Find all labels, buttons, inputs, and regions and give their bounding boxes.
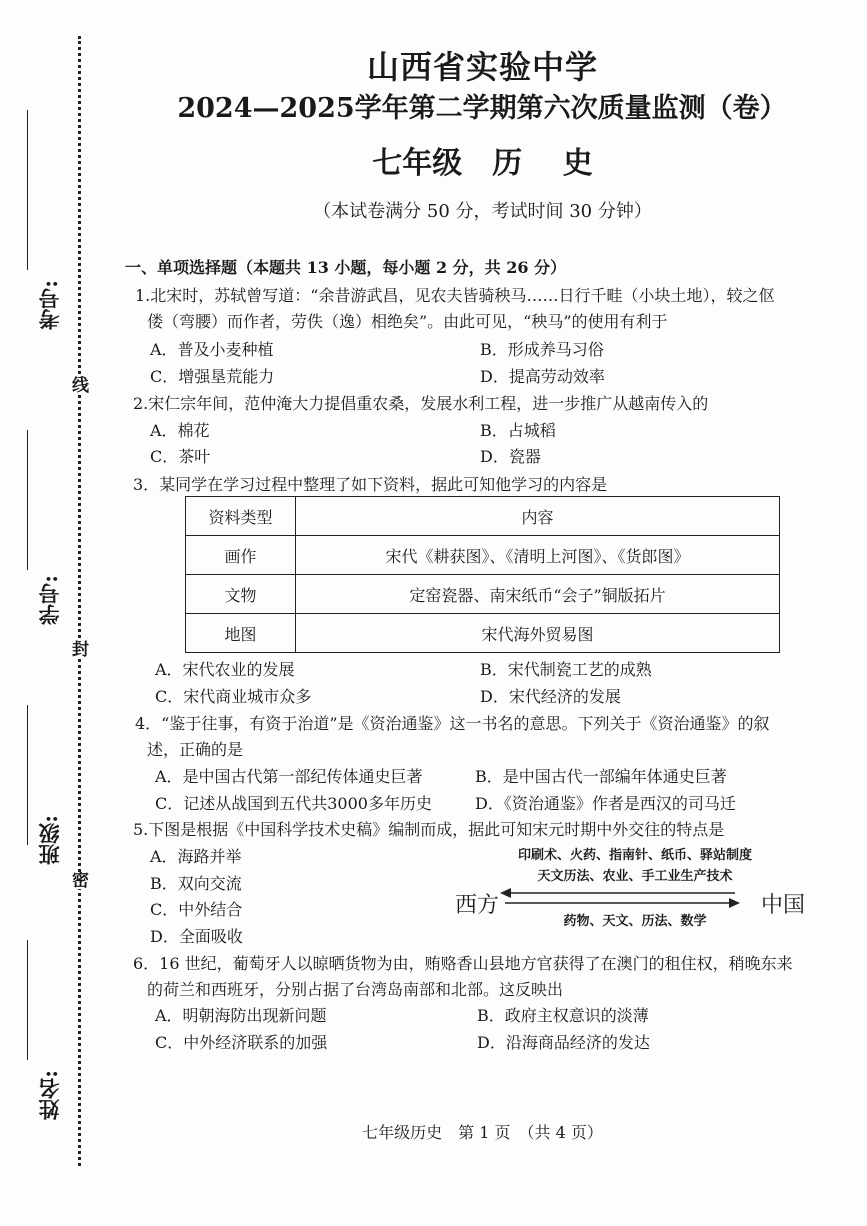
q2-option-c[interactable]: C．茶叶 — [150, 447, 211, 466]
exam-number-label: 考号: — [37, 280, 62, 330]
q3-option-d[interactable]: D．宋代经济的发展 — [480, 687, 621, 706]
page-footer: 七年级历史 第 1 页 （共 4 页） — [362, 1123, 603, 1142]
subject-title: 七年级 历 史 — [372, 146, 593, 181]
diagram-china-label: 中国 — [760, 893, 805, 918]
student-id-line — [27, 430, 28, 570]
diagram-to-west-line2: 天文历法、农业、手工业生产技术 — [537, 869, 733, 884]
q6-stem-line2: 的荷兰和西班牙，分别占据了台湾岛南部和北部。这反映出 — [147, 980, 564, 999]
q6-option-b[interactable]: B．政府主权意识的淡薄 — [477, 1006, 649, 1025]
name-label: 姓名: — [37, 1070, 62, 1120]
q1-option-c[interactable]: C．增强垦荒能力 — [150, 367, 275, 386]
name-field[interactable] — [30, 920, 70, 1120]
exam-number-line — [27, 110, 28, 270]
exchange-diagram — [455, 840, 805, 940]
q2-option-b[interactable]: B．占城稻 — [480, 421, 556, 440]
q1-stem-line1: 1.北宋时，苏轼曾写道：“余昔游武昌，见农夫皆骑秧马……日行千畦（小块土地），较之伛 — [135, 286, 775, 305]
name-line — [27, 940, 28, 1060]
q3-option-c[interactable]: C．宋代商业城市众多 — [155, 687, 312, 706]
q4-option-d[interactable]: D．《资治通鉴》作者是西汉的司马迁 — [475, 794, 736, 813]
q5-option-c[interactable]: C．中外结合 — [150, 900, 243, 919]
table-cell-type: 地图 — [186, 614, 296, 653]
q6-option-d[interactable]: D．沿海商品经济的发达 — [477, 1033, 650, 1052]
diagram-to-china-line: 药物、天文、历法、数学 — [563, 914, 707, 929]
table-row — [186, 536, 780, 575]
table-cell-type: 画作 — [186, 536, 296, 575]
q6-option-a[interactable]: A．明朝海防出现新问题 — [155, 1006, 327, 1025]
binding-margin — [0, 0, 100, 1226]
arrowhead-west — [500, 888, 511, 898]
seal-word-feng: 封 — [72, 640, 89, 660]
q1-option-a[interactable]: A．普及小麦种植 — [150, 340, 274, 359]
q3-option-a[interactable]: A．宋代农业的发展 — [155, 660, 295, 679]
q4-option-b[interactable]: B．是中国古代一部编年体通史巨著 — [475, 767, 727, 786]
class-line — [27, 705, 28, 845]
table-header-content: 内容 — [296, 497, 780, 536]
table-cell-content: 宋代《耕获图》、《清明上河图》、《货郎图》 — [296, 536, 780, 575]
q5-option-a[interactable]: A．海路并举 — [150, 847, 242, 866]
seal-dotted-line — [78, 36, 81, 1166]
q4-stem-line2: 述，正确的是 — [147, 740, 244, 759]
diagram-to-west-line1: 印刷术、火药、指南针、纸币、驿站制度 — [517, 848, 752, 863]
exam-number-field[interactable] — [30, 130, 70, 330]
class-field[interactable] — [30, 665, 70, 865]
student-id-label: 学号: — [37, 575, 62, 625]
q6-stem-line1: 6．16 世纪，葡萄牙人以晾晒货物为由，贿赂香山县地方官获得了在澳门的租住权，稍晚东来 — [133, 954, 793, 973]
student-id-field[interactable] — [30, 425, 70, 625]
table-row — [186, 614, 780, 653]
q4-option-a[interactable]: A．是中国古代第一部纪传体通史巨著 — [155, 767, 423, 786]
q4-option-c[interactable]: C．记述从战国到五代共3000多年历史 — [155, 794, 432, 813]
q1-option-d[interactable]: D．提高劳动效率 — [480, 367, 605, 386]
table-cell-content: 定窑瓷器、南宋纸币“会子”铜版拓片 — [296, 575, 780, 614]
table-row — [186, 575, 780, 614]
q5-option-d[interactable]: D．全面吸收 — [150, 927, 243, 946]
q3-stem: 3．某同学在学习过程中整理了如下资料，据此可知他学习的内容是 — [133, 475, 608, 494]
table-cell-content: 宋代海外贸易图 — [296, 614, 780, 653]
q5-stem: 5.下图是根据《中国科学技术史稿》编制而成，据此可知宋元时期中外交往的特点是 — [133, 820, 725, 839]
seal-word-xian: 线 — [72, 376, 89, 396]
q3-source-table — [185, 496, 780, 653]
q1-stem-line2: 偻（弯腰）而作者，劳佚（逸）相绝矣”。由此可见，“秧马”的使用有利于 — [147, 312, 668, 331]
q3-option-b[interactable]: B．宋代制瓷工艺的成熟 — [480, 660, 652, 679]
seal-word-mi: 密 — [72, 871, 89, 891]
q6-option-c[interactable]: C．中外经济联系的加强 — [155, 1033, 328, 1052]
arrowhead-china — [729, 898, 740, 908]
diagram-west-label: 西方 — [455, 893, 500, 918]
q5-option-b[interactable]: B．双向交流 — [150, 874, 242, 893]
table-header-row — [186, 497, 780, 536]
q2-stem: 2.宋仁宗年间，范仲淹大力提倡重农桑，发展水利工程，进一步推广从越南传入的 — [133, 394, 709, 413]
q4-stem-line1: 4．“鉴于往事，有资于治道”是《资治通鉴》这一书名的意思。下列关于《资治通鉴》的叙 — [135, 714, 770, 733]
class-label: 班级: — [37, 815, 62, 865]
exam-note: （本试卷满分 50 分，考试时间 30 分钟） — [313, 201, 652, 222]
section-heading: 一、单项选择题（本题共 13 小题，每小题 2 分，共 26 分） — [125, 258, 567, 277]
q2-option-a[interactable]: A．棉花 — [150, 421, 210, 440]
exam-title: 2024—2025学年第二学期第六次质量监测（卷） — [177, 93, 787, 124]
table-cell-type: 文物 — [186, 575, 296, 614]
q2-option-d[interactable]: D．瓷器 — [480, 447, 541, 466]
school-title: 山西省实验中学 — [366, 48, 598, 86]
table-header-type: 资料类型 — [186, 497, 296, 536]
q1-option-b[interactable]: B．形成养马习俗 — [480, 340, 604, 359]
